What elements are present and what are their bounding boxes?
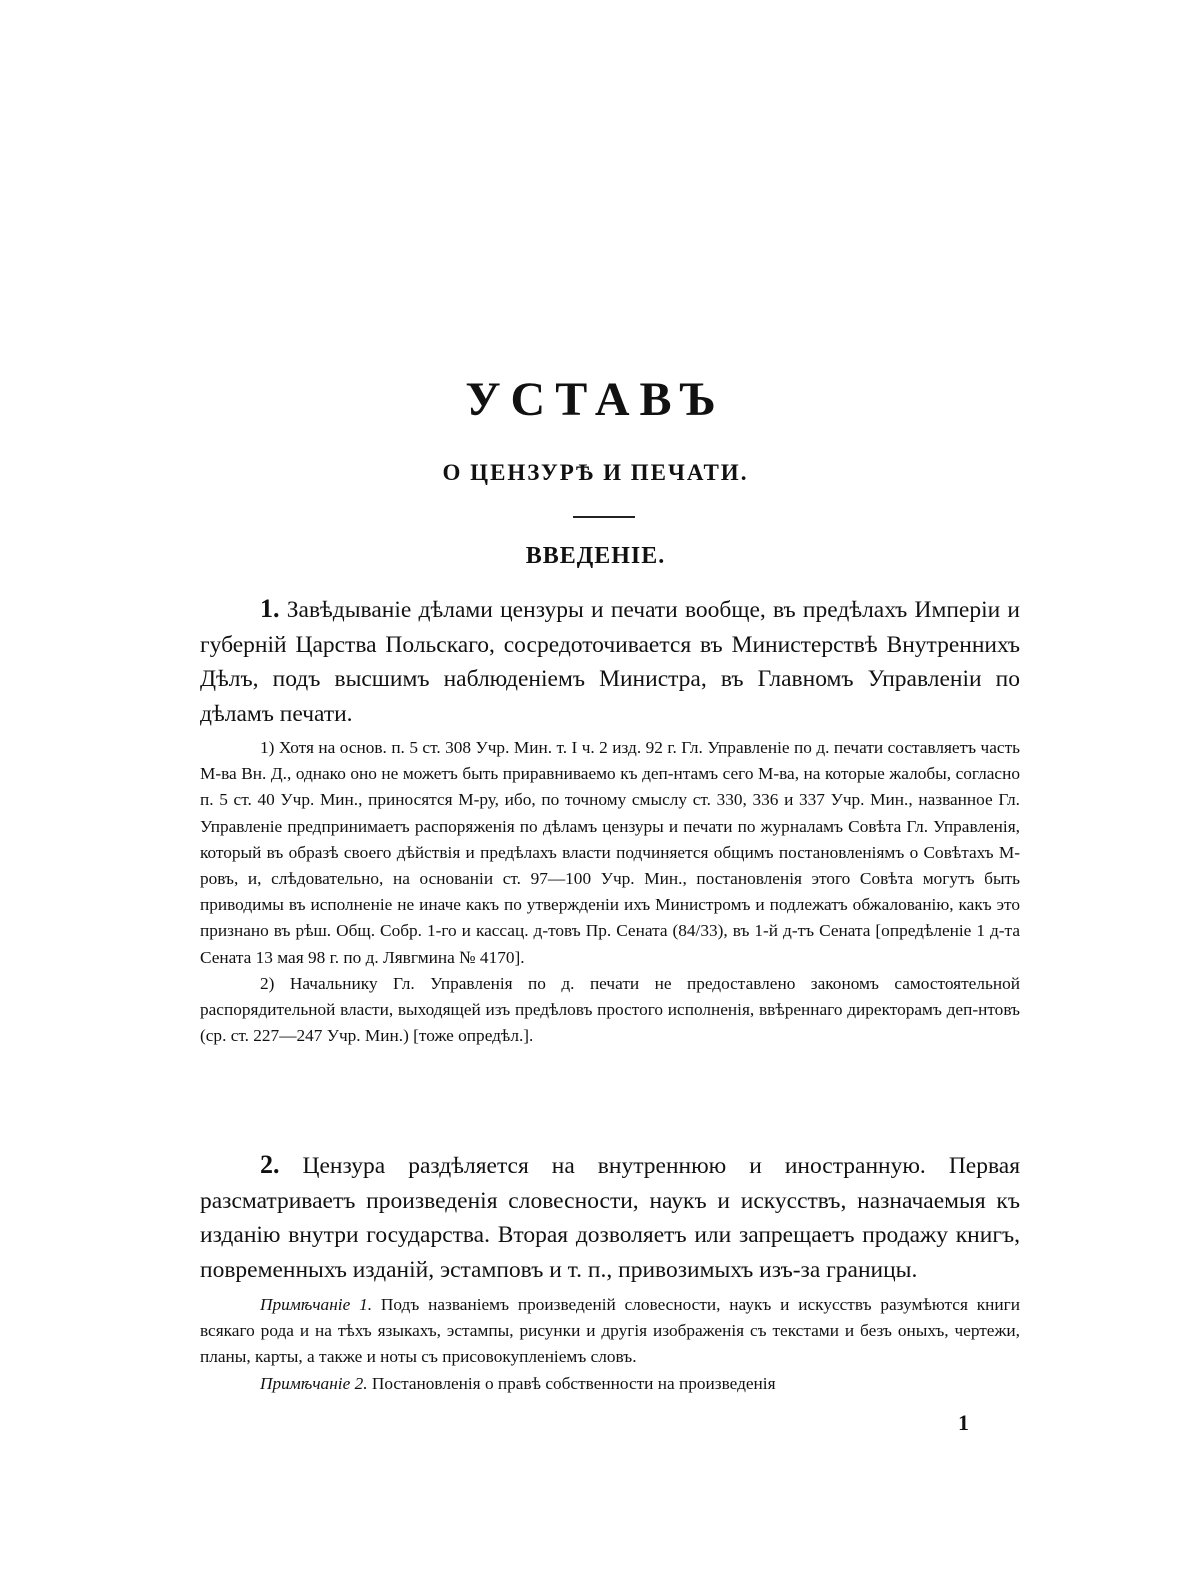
page-number: 1 [958, 1410, 969, 1435]
article-1-body: Завѣдываніе дѣлами цензуры и печати вообще, въ предѣлахъ Имперіи и губерній Царства Польскаго, сосредоточивается въ Министерствѣ Внутреннихъ Дѣлъ, подъ высшимъ наблюденіемъ Министра, въ Главномъ Управленіи по дѣламъ печати. [200, 597, 1021, 727]
article-1-number: 1. [260, 594, 280, 623]
title-divider [573, 516, 635, 518]
article-2-note-1-label: Примѣчаніе 1. [260, 1295, 373, 1314]
article-2-note-2-label: Примѣчаніе 2. [260, 1373, 368, 1393]
article-2-body: Цензура раздѣляется на внутреннюю и иностранную. Первая разсматриваетъ произведенія словесности, наукъ и искусствъ, назначаемыя къ изданію внутри государства. Вторая дозволяетъ или запрещаетъ продажу книгъ, повременныхъ изданій, эстамповъ и т. п., привозимыхъ изъ-за границы. [200, 1153, 1020, 1283]
article-1-text [200, 592, 1020, 731]
article-1-note-1: 1) Хотя на основ. п. 5 ст. 308 Учр. Мин. т. I ч. 2 изд. 92 г. Гл. Управленіе по д. печати составляетъ часть М-ва Вн. Д., однако оно не можетъ быть приравниваемо къ деп-нтамъ сего М-ва, на которые жалобы, согласно п. 5 ст. 40 Учр. Мин., приносятся М-ру, ибо, по точному смыслу ст. 330, 336 и 337 Учр. Мин., названное Гл. Управленіе предпринимаетъ распоряженія по дѣламъ цензуры и печати по журналамъ Совѣта Гл. Управленія, который въ образѣ своего дѣйствія и предѣлахъ власти подчиняется общимъ постановленіямъ о Совѣтахъ М-ровъ, и, слѣдовательно, на основаніи ст. 97—100 Учр. Мин., постановленія этого Совѣта могутъ быть приводимы въ исполненіе не иначе какъ по утвержденіи ихъ Министромъ и подлежатъ обжалованію, какъ это признано въ рѣш. Общ. Собр. 1-го и кассац. д-товъ Пр. Сената (84/33), въ 1-й д-тъ Сената [опредѣленіе 1 д-та Сената 13 мая 98 г. по д. Лявгмина № 4170]. [200, 738, 1020, 967]
article-2-note-2-text: Постановленія о правѣ собственности на произведенія [371, 1373, 776, 1393]
article-1 [200, 592, 1020, 1049]
article-2-note-1 [200, 1292, 1020, 1371]
section-heading: ВВЕДЕНІЕ. [525, 543, 666, 569]
article-2-note-1-text: Подъ названіемъ произведеній словесности, наукъ и искусствъ разумѣются книги всякаго рода и на тѣхъ языкахъ, эстампы, рисунки и другія изображенія съ текстами и безъ оныхъ, чертежи, планы, карты, а также и ноты съ присовокупленіемъ словъ. [200, 1295, 1020, 1367]
article-2-number: 2. [260, 1150, 280, 1179]
article-1-note-2: 2) Начальнику Гл. Управленія по д. печати не предоставлено закономъ самостоятельной распорядительной власти, выходящей изъ предѣловъ простого исполненія, ввѣреннаго директорамъ деп-нтовъ (ср. ст. 227—247 Учр. Мин.) [тоже опредѣл.]. [200, 973, 1020, 1046]
article-2-note-2 [200, 1371, 1020, 1397]
article-2 [200, 1148, 1020, 1397]
document-subtitle: О ЦЕНЗУРѢ И ПЕЧАТИ. [442, 460, 749, 485]
document-title: УСТАВЪ [465, 373, 726, 426]
article-2-text [200, 1148, 1020, 1287]
